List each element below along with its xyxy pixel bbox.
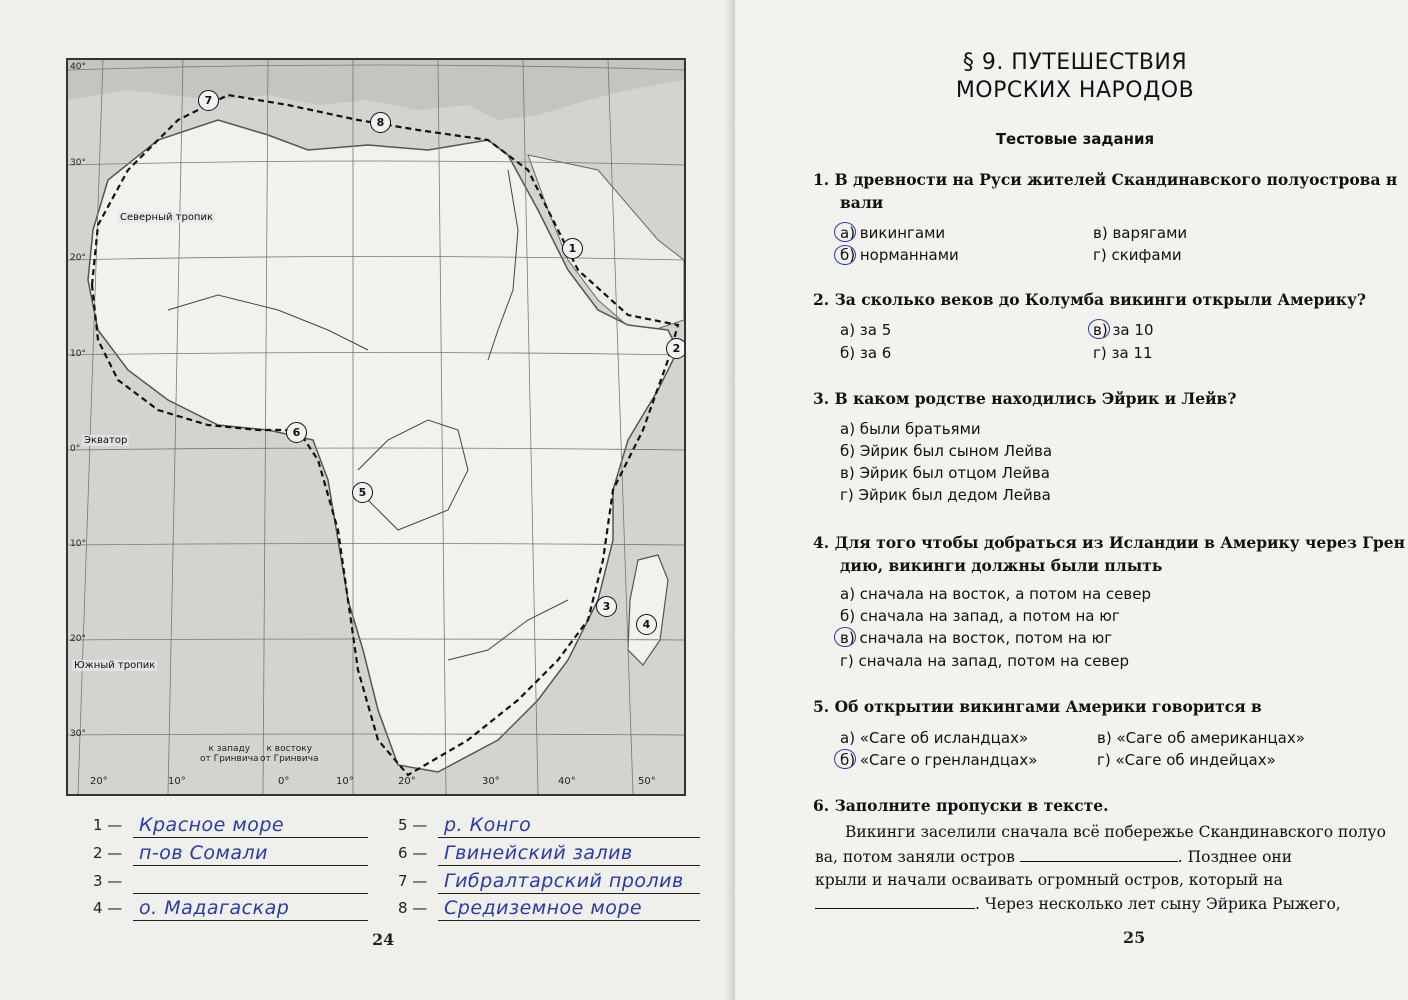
southern-tropic-label: Южный тропик (74, 660, 156, 671)
question-2: 2. За сколько веков до Колумба викинги открыли Америку? (813, 290, 1366, 309)
fill-text-line2 (815, 847, 1292, 866)
answer-line (133, 920, 368, 921)
route-marker-1: 1 (562, 238, 583, 259)
q1-option-a[interactable]: а) викингами (840, 224, 946, 242)
lat-label: 10° (70, 539, 86, 549)
lon-label: 10° (336, 776, 354, 787)
route-marker-4: 4 (636, 614, 657, 635)
lon-label: 0° (278, 776, 290, 787)
answer-line (438, 837, 700, 838)
africa-map (66, 58, 686, 796)
lon-label: 50° (638, 776, 656, 787)
q2-option-v[interactable]: в) за 10 (1093, 321, 1154, 339)
answer-line (438, 920, 700, 921)
answer-number: 1 — (93, 816, 123, 834)
right-page (735, 0, 1408, 1000)
answer-value[interactable]: Гибралтарский пролив (444, 870, 684, 892)
question-1-line2: вали (840, 193, 884, 212)
q1-option-b[interactable]: б) норманнами (840, 246, 959, 264)
answer-mark-circle (1088, 319, 1110, 339)
answer-row-2 (93, 840, 368, 866)
answer-row-4 (93, 895, 368, 921)
fill-text-part: ва, потом заняли остров (815, 848, 1015, 866)
lat-label: 30° (70, 158, 86, 168)
answer-mark-circle (834, 627, 856, 647)
page-number-right: 25 (1123, 928, 1146, 947)
answer-number: 5 — (398, 816, 428, 834)
lon-label: 40° (558, 776, 576, 787)
section-title-line2: МОРСКИХ НАРОДОВ (955, 78, 1195, 103)
route-marker-7: 7 (198, 90, 219, 111)
answer-row-7 (398, 868, 700, 894)
answer-mark-circle (834, 749, 856, 769)
fill-text-line1: Викинги заселили сначала всё побережье Скандинавского полуо (845, 823, 1386, 841)
fill-text-line4 (815, 894, 1341, 913)
route-marker-5: 5 (352, 482, 373, 503)
west-of-greenwich-label: к западу от Гринвича (200, 744, 259, 764)
answer-mark-circle (834, 222, 856, 242)
question-6: 6. Заполните пропуски в тексте. (813, 796, 1109, 815)
lat-label: 0° (70, 444, 81, 454)
lat-label: 40° (70, 62, 86, 72)
lon-label: 10° (168, 776, 186, 787)
answer-value[interactable]: п-ов Сомали (139, 842, 268, 864)
northern-tropic-label: Северный тропик (120, 212, 214, 223)
q4-option-a[interactable]: а) сначала на восток, а потом на север (840, 585, 1151, 603)
answer-mark-circle (834, 245, 856, 265)
answer-number: 4 — (93, 899, 123, 917)
answer-line (133, 865, 368, 866)
answer-value[interactable]: Красное море (139, 814, 285, 836)
lat-label: 30° (70, 729, 86, 739)
blank-input[interactable] (1020, 847, 1178, 862)
answer-value[interactable]: р. Конго (444, 814, 532, 836)
question-4-line2: дию, викинги должны были плыть (840, 556, 1163, 575)
q4-option-g[interactable]: г) сначала на запад, потом на север (840, 652, 1130, 670)
lat-label: 20° (70, 253, 86, 263)
q4-option-v[interactable]: в) сначала на восток, потом на юг (840, 629, 1113, 647)
q2-option-b[interactable]: б) за 6 (840, 344, 892, 362)
fill-text-line3: крыли и начали осваивать огромный остров, который на (815, 871, 1283, 889)
route-marker-2: 2 (666, 338, 686, 359)
east-of-greenwich-label: к востоку от Гринвича (260, 744, 319, 764)
answer-line (438, 893, 700, 894)
answer-number: 8 — (398, 899, 428, 917)
q5-option-v[interactable]: в) «Саге об американцах» (1097, 729, 1305, 747)
blank-input[interactable] (815, 894, 975, 909)
q2-option-a[interactable]: а) за 5 (840, 321, 892, 339)
answer-number: 7 — (398, 872, 428, 890)
route-marker-3: 3 (596, 596, 617, 617)
answer-value[interactable]: о. Мадагаскар (139, 897, 290, 919)
answer-line (133, 837, 368, 838)
q2-option-g[interactable]: г) за 11 (1093, 344, 1153, 362)
lat-label: 20° (70, 634, 86, 644)
answer-number: 3 — (93, 872, 123, 890)
question-3: 3. В каком родстве находились Эйрик и Лейв? (813, 389, 1237, 408)
q4-option-b[interactable]: б) сначала на запад, а потом на юг (840, 607, 1120, 625)
answer-number: 2 — (93, 844, 123, 862)
route-marker-6: 6 (286, 422, 307, 443)
question-5: 5. Об открытии викингами Америки говорится в (813, 697, 1262, 716)
q5-option-b[interactable]: б) «Саге о гренландцах» (840, 751, 1038, 769)
q5-option-a[interactable]: а) «Саге об исландцах» (840, 729, 1029, 747)
answer-number: 6 — (398, 844, 428, 862)
answer-value[interactable]: Средиземное море (444, 897, 643, 919)
q3-option-v[interactable]: в) Эйрик был отцом Лейва (840, 464, 1050, 482)
lon-label: 30° (482, 776, 500, 787)
answer-row-8 (398, 895, 700, 921)
q1-option-g[interactable]: г) скифами (1093, 246, 1182, 264)
answer-row-6 (398, 840, 700, 866)
map-graphic (68, 60, 684, 794)
answer-row-3 (93, 868, 368, 894)
answer-row-1 (93, 812, 368, 838)
answer-row-5 (398, 812, 700, 838)
fill-text-part: . Позднее они (1177, 848, 1293, 866)
question-1-line1: 1. В древности на Руси жителей Скандинавского полуострова н (813, 170, 1398, 189)
q3-option-a[interactable]: а) были братьями (840, 420, 981, 438)
lon-label: 20° (90, 776, 108, 787)
q5-option-g[interactable]: г) «Саге об индейцах» (1097, 751, 1276, 769)
lon-label: 20° (398, 776, 416, 787)
page-number-left: 24 (372, 930, 395, 949)
question-4-line1: 4. Для того чтобы добраться из Исландии в Америку через Грен (813, 533, 1405, 552)
answer-line (438, 865, 700, 866)
fill-text-part: . Через несколько лет сыну Эйрика Рыжего, (975, 895, 1341, 913)
equator-label: Экватор (84, 435, 128, 446)
q3-option-g[interactable]: г) Эйрик был дедом Лейва (840, 486, 1051, 504)
q3-option-b[interactable]: б) Эйрик был сыном Лейва (840, 442, 1053, 460)
answer-line (133, 893, 368, 894)
section-title-line1: § 9. ПУТЕШЕСТВИЯ (962, 50, 1188, 75)
route-marker-8: 8 (370, 112, 391, 133)
lat-label: 10° (70, 349, 86, 359)
answer-value[interactable]: Гвинейский залив (444, 842, 633, 864)
section-subtitle: Тестовые задания (995, 130, 1155, 148)
q1-option-v[interactable]: в) варягами (1093, 224, 1188, 242)
